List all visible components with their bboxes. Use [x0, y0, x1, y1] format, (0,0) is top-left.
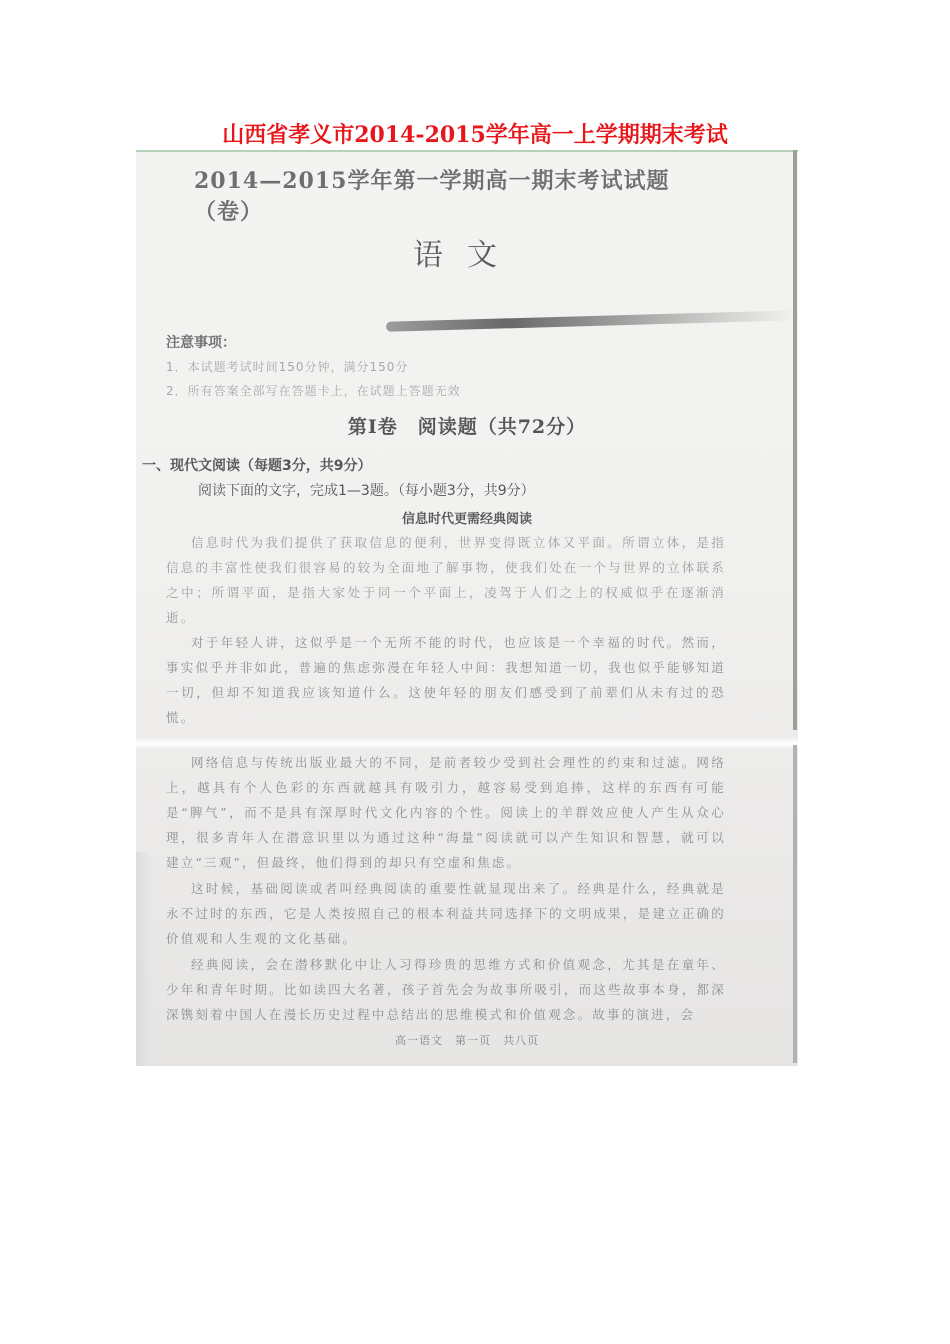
paragraph: 网络信息与传统出版业最大的不同，是前者较少受到社会理性的约束和过滤。网络上，越具有个人色彩的东西就越具有吸引力，越容易受到追捧，这样的东西有可能是“脾气”，而不是具有深厚时代文化内容的个性。阅读上的羊群效应使人产生从众心理，很多青年人在潜意识里以为通过这种“海量”阅读就可以产生知识和智慧，就可以建立“三观”，但最终，他们得到的却只有空虚和焦虑。	[166, 755, 726, 870]
question-title: 一、现代文阅读（每题3分，共9分）	[142, 458, 372, 474]
question-instruction: 阅读下面的文字，完成1—3题。（每小题3分，共9分）	[198, 483, 535, 499]
scan-edge-line	[793, 745, 797, 1063]
article-title: 信息时代更需经典阅读	[401, 512, 532, 527]
document-title: 山西省孝义市2014-2015学年高一上学期期末考试	[222, 122, 728, 148]
notes-title: 注意事项：	[166, 335, 236, 351]
ink-smudge	[386, 310, 796, 331]
paragraph: 这时候，基础阅读或者叫经典阅读的重要性就显现出来了。经典是什么，经典就是永不过时的东西，它是人类按照自己的根本利益共同选择下的文明成果，是建立正确的价值观和人生观的文化基础。	[166, 881, 726, 946]
note-item: 2．所有答案全部写在答题卡上，在试题上答题无效	[166, 384, 461, 398]
exam-subject: 语文	[413, 238, 521, 273]
exam-header: 2014—2015学年第一学期高一期末考试试题（卷）	[194, 168, 670, 225]
scanned-exam-page	[136, 150, 798, 1066]
note-item: 1．本试题考试时间150分钟，满分150分	[166, 360, 409, 374]
section-title: 第Ⅰ卷 阅读题（共72分）	[347, 416, 587, 438]
paragraph: 信息时代为我们提供了获取信息的便利，世界变得既立体又平面。所谓立体，是指信息的丰富性使我们很容易的较为全面地了解事物，使我们处在一个与世界的立体联系之中；所谓平面，是指大家处于同一个平面上，凌驾于人们之上的权威似乎在逐渐消逝。	[166, 535, 726, 625]
page-fold	[136, 736, 798, 750]
scan-edge-line	[793, 150, 797, 730]
paragraph: 经典阅读，会在潜移默化中让人习得珍贵的思维方式和价值观念，尤其是在童年、少年和青年时期。比如读四大名著，孩子首先会为故事所吸引，而这些故事本身，都深深镌刻着中国人在漫长历史过程中总结出的思维模式和价值观念。故事的演进，会	[166, 957, 726, 1022]
page-footer: 高一语文 第一页 共八页	[395, 1034, 539, 1047]
paragraph: 对于年轻人讲，这似乎是一个无所不能的时代，也应该是一个幸福的时代。然而，事实似乎并非如此，普遍的焦虑弥漫在年轻人中间：我想知道一切，我也似乎能够知道一切，但却不知道我应该知道什么。这使年轻的朋友们感受到了前辈们从未有过的恐慌。	[166, 635, 726, 725]
